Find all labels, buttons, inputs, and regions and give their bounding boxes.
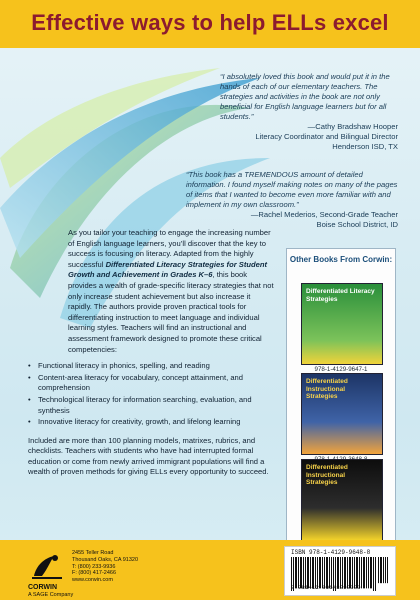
- description-closing: Included are more than 100 planning models, matrixes, rubrics, and checklists. Teachers with students who have had interrupted formal education or come from newly arrived immigrant populations will find a wealth of proven methods for giving ELLs every opportunity to succeed.: [28, 435, 269, 477]
- testimonial-1-name: —Cathy Bradshaw Hooper: [307, 122, 398, 131]
- list-item: • Functional literacy in phonics, spelling, and reading: [28, 361, 274, 372]
- intro-part-a: As you tailor your teaching to engage the increasing number of English language learners, you’ll discover that the key to success is focusing on literacy. Adapted from the highly successful: [68, 228, 271, 269]
- barcode: [284, 546, 396, 596]
- testimonial-2-place: Boise School District, ID: [316, 220, 398, 229]
- testimonial-1-title: Literacy Coordinator and Bilingual Director: [255, 132, 398, 141]
- testimonial-2: [186, 170, 398, 230]
- book-cover-2: [301, 373, 383, 455]
- testimonial-1-text: “I absolutely loved this book and would put it in the hands of each of our elementary teachers. The strategies and activities in the book are not only beneficial for English language learners but for all students.”: [220, 72, 390, 121]
- book-cover-3: [301, 459, 383, 541]
- publisher-address: [72, 550, 138, 584]
- testimonial-1: [220, 72, 398, 152]
- publisher-name: CORWIN: [28, 584, 58, 591]
- book-1-title: Differentiated Literacy Strategies: [306, 288, 375, 303]
- address-line: Thousand Oaks, CA 91320: [72, 556, 139, 563]
- testimonial-2-text: “This book has a TREMENDOUS amount of detailed information. I found myself making notes on many of the pages of items that I wanted to become even more familiar with and implement in my own classroom.”: [186, 170, 398, 209]
- source-book-title: Differentiated Literacy Strategies for Student Growth and Achievement in Grades K–6: [68, 259, 268, 280]
- description-intro: [28, 228, 274, 355]
- testimonial-1-place: Henderson ISD, TX: [332, 142, 398, 151]
- book-cover-1: [301, 283, 383, 365]
- intro-part-b: , this book provides a wealth of grade-specific literacy strategies that not only increase student achievement but also increase it rapidly. The authors provide proven practical tools for differentiating instruction to meet language and individual learning styles. Teachers will find an instructional and assessment framework designed to promote these critical competencies:: [68, 270, 274, 354]
- list-item: • Innovative literacy for creativity, growth, and lifelong learning: [28, 417, 274, 428]
- book-2-title: Differentiated Instructional Strategies: [306, 378, 348, 400]
- list-item: • Content-area literacy for vocabulary, concept attainment, and comprehension: [28, 373, 274, 394]
- barcode-isbn: ISBN 978-1-4129-9648-8: [291, 549, 371, 556]
- address-line: www.corwin.com: [72, 577, 113, 584]
- corwin-logo-icon: [28, 546, 66, 584]
- list-item: • Technological literacy for information searching, evaluation, and synthesis: [28, 395, 274, 416]
- address-line: F: (800) 417-2466: [72, 570, 117, 577]
- barcode-price-code: 90000: [343, 584, 361, 591]
- publisher-tagline: A SAGE Company: [28, 592, 74, 598]
- other-books-panel: [286, 248, 396, 550]
- address-line: T: (800) 233-9936: [72, 563, 116, 570]
- book-3-title: Differentiated Instructional Strategies: [306, 464, 348, 486]
- other-books-heading: Other Books From Corwin:: [289, 255, 393, 264]
- competency-list: [28, 361, 274, 428]
- testimonial-2-name: —Rachel Mederios, Second-Grade Teacher: [250, 210, 398, 219]
- barcode-ean: 9 781412 996488: [291, 584, 344, 591]
- barcode-number: [291, 584, 361, 591]
- address-line: 2455 Teller Road: [72, 550, 114, 556]
- description: [28, 228, 274, 484]
- book-1-isbn: 978-1-4129-9647-1: [314, 366, 368, 373]
- headline: Effective ways to help ELLs excel: [31, 10, 389, 35]
